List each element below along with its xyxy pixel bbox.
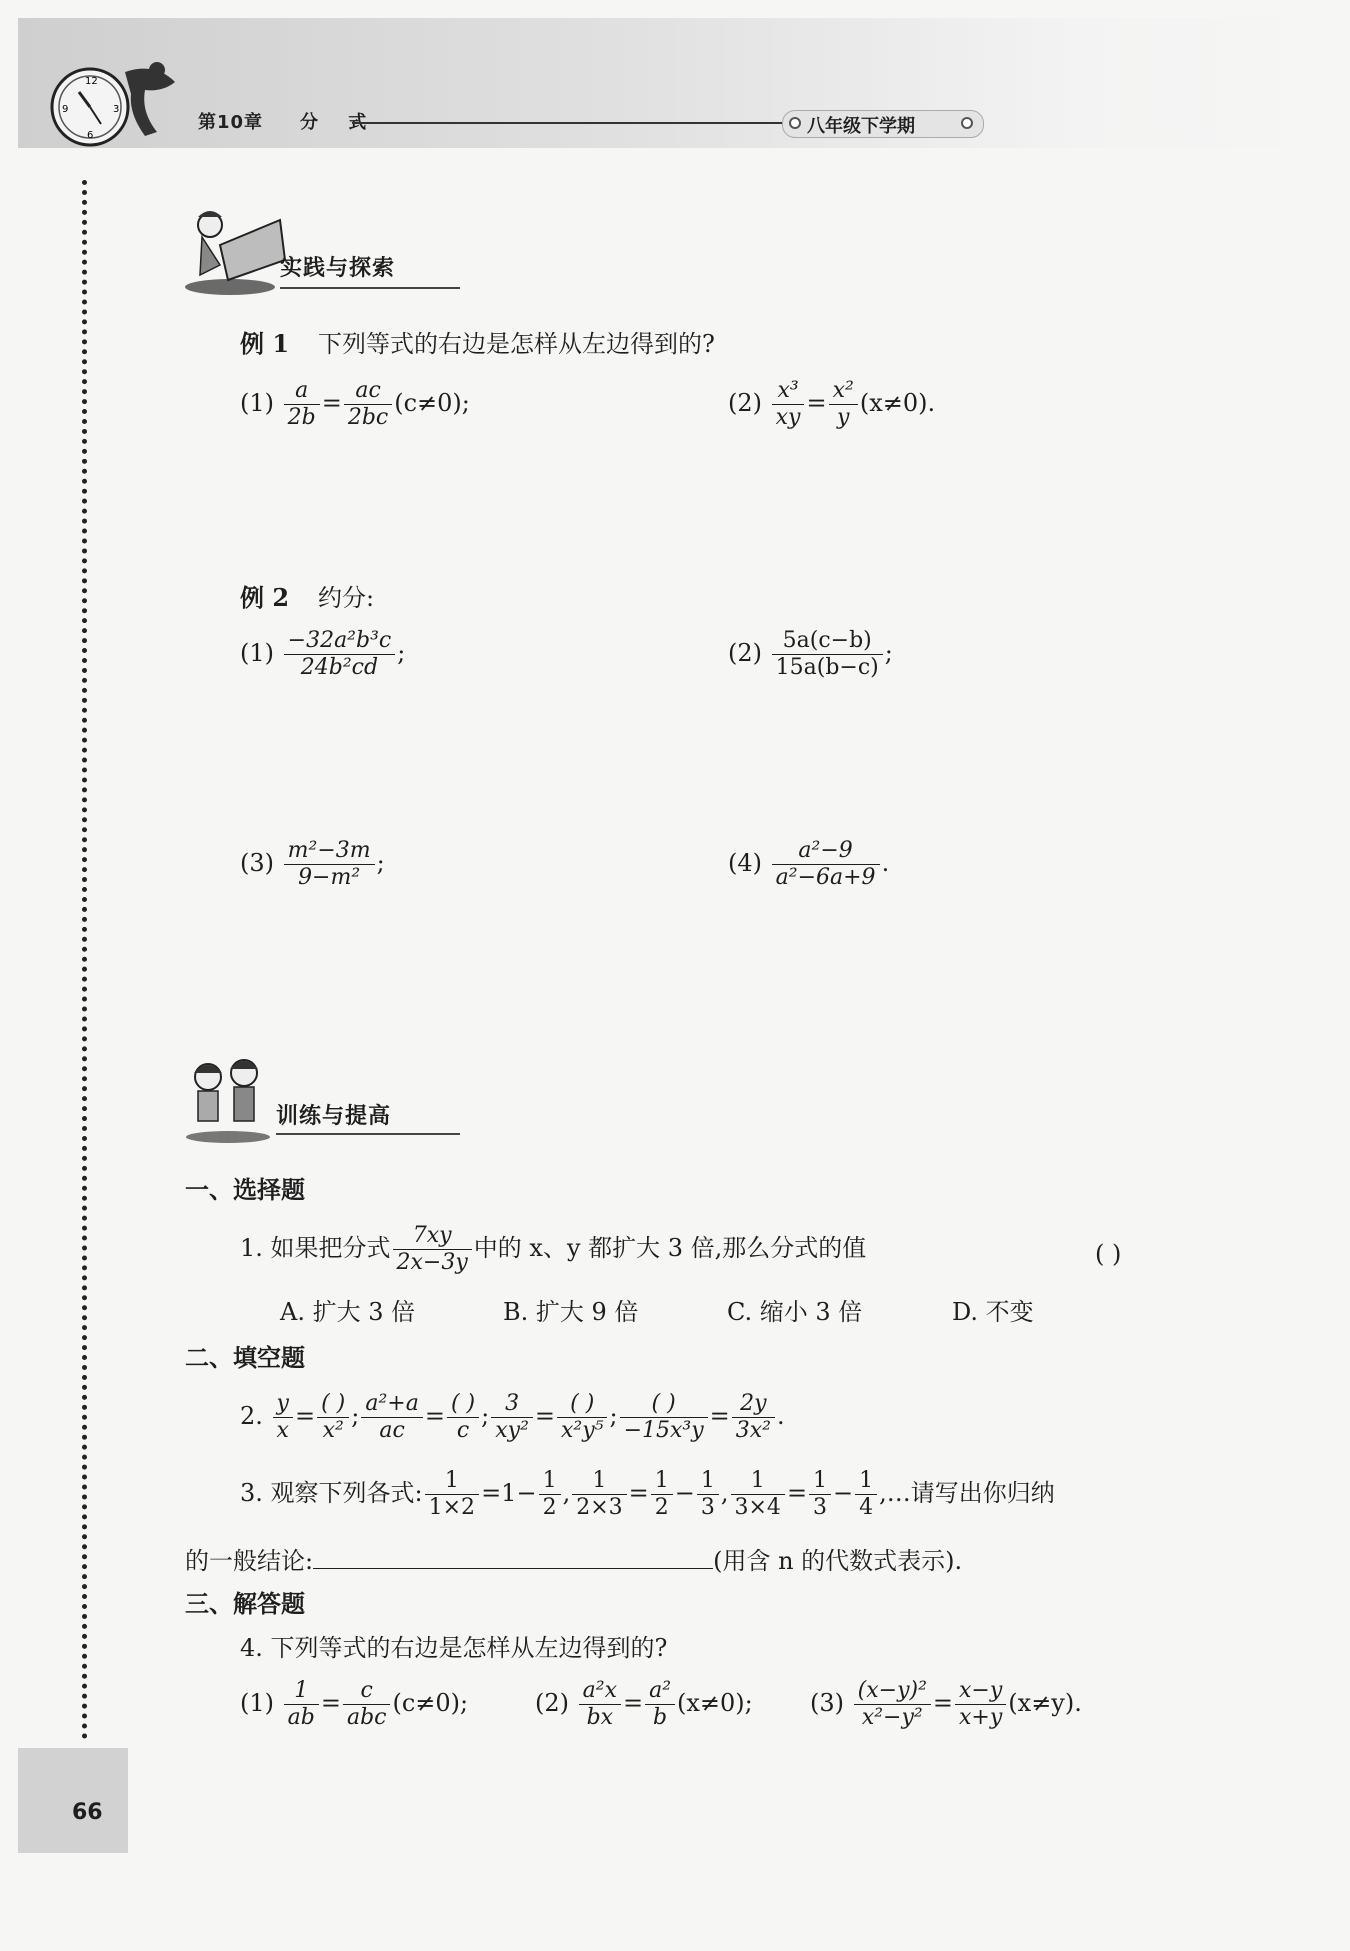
section-title-training: 训练与提高 bbox=[276, 1104, 392, 1129]
part-index: (1) bbox=[240, 389, 274, 417]
punctuation: ; bbox=[884, 639, 893, 667]
numerator: a²x bbox=[579, 1680, 621, 1705]
q1-prefix: 1. 如果把分式 bbox=[240, 1234, 391, 1262]
q1-stem bbox=[240, 1225, 866, 1274]
part-index: (2) bbox=[728, 389, 762, 417]
section-banner-training bbox=[180, 1055, 460, 1145]
q1-option-a: A. 扩大 3 倍 bbox=[280, 1298, 416, 1326]
fraction bbox=[572, 1470, 626, 1519]
page-number: 66 bbox=[72, 1800, 103, 1825]
fraction bbox=[651, 1470, 673, 1519]
q1-suffix: 中的 x、y 都扩大 3 倍,那么分式的值 bbox=[473, 1234, 867, 1262]
fraction bbox=[620, 1393, 708, 1442]
q4-part1: (1) $\frac{1}{ab}$ = $\frac{c}{\text{abc}}$ (c≠0); bbox=[240, 1678, 469, 1730]
part1-heading: 一、选择题 bbox=[185, 1175, 305, 1204]
numerator: c bbox=[343, 1680, 391, 1705]
fraction bbox=[809, 1470, 831, 1519]
fraction bbox=[731, 1470, 785, 1519]
q3-prefix: 3. 观察下列各式: bbox=[240, 1479, 423, 1507]
numerator: 1 bbox=[697, 1470, 719, 1495]
q3-line2 bbox=[185, 1548, 962, 1573]
part-index: (1) bbox=[240, 1689, 274, 1717]
numerator: a²+a bbox=[361, 1393, 423, 1418]
fraction bbox=[284, 630, 396, 679]
condition: (c≠0); bbox=[392, 1689, 469, 1717]
fraction bbox=[284, 380, 320, 429]
blank-numerator[interactable]: ( ) bbox=[447, 1393, 479, 1418]
numerator: a bbox=[284, 380, 320, 405]
fraction bbox=[343, 1680, 391, 1729]
numerator: −32a²b³c bbox=[284, 630, 396, 655]
svg-text:12: 12 bbox=[85, 76, 98, 87]
denominator: 9−m² bbox=[298, 865, 361, 890]
part2-heading: 二、填空题 bbox=[185, 1343, 305, 1372]
denominator: 15a(b−c) bbox=[775, 655, 879, 680]
banner-underline bbox=[276, 1133, 460, 1135]
numerator: 1 bbox=[731, 1470, 785, 1495]
denominator: x²y⁵ bbox=[561, 1418, 604, 1443]
example2-part2 bbox=[728, 630, 893, 679]
denominator: x²−y² bbox=[861, 1705, 923, 1730]
numerator: a²−9 bbox=[772, 840, 880, 865]
student-reading-icon bbox=[180, 205, 290, 300]
q1-answer-bracket: ( ) bbox=[1095, 1240, 1122, 1268]
numerator: a² bbox=[645, 1680, 675, 1705]
part-index: (2) bbox=[728, 639, 762, 667]
numerator: x−y bbox=[955, 1680, 1006, 1705]
fraction bbox=[772, 840, 880, 889]
blank-numerator[interactable]: ( ) bbox=[620, 1393, 708, 1418]
fraction bbox=[557, 1393, 607, 1442]
part-index: (3) bbox=[810, 1689, 844, 1717]
denominator: 3 bbox=[813, 1495, 828, 1520]
denominator: ab bbox=[287, 1705, 315, 1730]
punctuation: . bbox=[881, 849, 890, 877]
fraction bbox=[854, 1680, 931, 1729]
condition: (c≠0); bbox=[394, 389, 470, 417]
fraction bbox=[855, 1470, 877, 1519]
fraction bbox=[697, 1470, 719, 1519]
blank-numerator[interactable]: ( ) bbox=[317, 1393, 349, 1418]
chapter-title: 分 式 bbox=[300, 112, 379, 133]
denominator: −15x³y bbox=[623, 1418, 704, 1443]
numerator: x² bbox=[829, 380, 858, 405]
part-index: (3) bbox=[240, 849, 274, 877]
header-rule bbox=[352, 122, 782, 124]
denominator: abc bbox=[346, 1705, 387, 1730]
denominator: 2×3 bbox=[576, 1495, 623, 1520]
denominator: bx bbox=[586, 1705, 614, 1730]
numerator: 1 bbox=[284, 1680, 319, 1705]
fraction bbox=[344, 380, 392, 429]
numerator: 3 bbox=[491, 1393, 533, 1418]
fraction bbox=[772, 630, 883, 679]
section-title-practice: 实践与探索 bbox=[280, 256, 396, 281]
fraction bbox=[955, 1680, 1006, 1729]
fraction bbox=[645, 1680, 675, 1729]
denominator: xy bbox=[775, 405, 801, 430]
denominator: x+y bbox=[959, 1705, 1003, 1730]
condition: (x≠0). bbox=[859, 389, 936, 417]
example2-part1 bbox=[240, 630, 405, 679]
numerator: m²−3m bbox=[284, 840, 375, 865]
q2-index: 2. bbox=[240, 1402, 263, 1430]
q4-question: 4. 下列等式的右边是怎样从左边得到的? bbox=[240, 1634, 668, 1662]
fraction bbox=[772, 380, 805, 429]
numerator: 1 bbox=[651, 1470, 673, 1495]
denominator: ac bbox=[379, 1418, 405, 1443]
svg-text:3: 3 bbox=[113, 104, 120, 115]
denominator: 2x−3y bbox=[396, 1250, 468, 1275]
example1-question: 下列等式的右边是怎样从左边得到的? bbox=[318, 330, 715, 358]
q3-tail: ,…请写出你归纳 bbox=[879, 1479, 1055, 1507]
numerator: 1 bbox=[425, 1470, 479, 1495]
numerator: 2y bbox=[732, 1393, 775, 1418]
example1-part1: (1) $\frac{a}{2b}$ = $\frac{ac}{2bc}$ (c≠0); bbox=[240, 378, 470, 430]
pill-dot-left-icon bbox=[789, 117, 801, 129]
denominator: x bbox=[276, 1418, 289, 1443]
condition: (x≠y). bbox=[1008, 1689, 1082, 1717]
fraction bbox=[284, 840, 375, 889]
grade-badge bbox=[782, 110, 984, 138]
denominator: y bbox=[836, 405, 850, 430]
margin-dotted-line bbox=[82, 180, 87, 1740]
numerator: ac bbox=[344, 380, 392, 405]
numerator: 1 bbox=[539, 1470, 561, 1495]
numerator: 1 bbox=[572, 1470, 626, 1495]
section-banner-practice bbox=[180, 205, 460, 300]
numerator: x³ bbox=[772, 380, 805, 405]
q1-option-b: B. 扩大 9 倍 bbox=[503, 1298, 639, 1326]
fraction bbox=[447, 1393, 479, 1442]
denominator: 2b bbox=[287, 405, 316, 430]
denominator: 3 bbox=[700, 1495, 715, 1520]
fraction bbox=[361, 1393, 423, 1442]
fraction bbox=[425, 1470, 479, 1519]
separator: ; bbox=[609, 1402, 618, 1430]
denominator: 3x² bbox=[735, 1418, 772, 1443]
denominator: 2 bbox=[542, 1495, 557, 1520]
numerator: 1 bbox=[809, 1470, 831, 1495]
part3-heading: 三、解答题 bbox=[185, 1589, 305, 1618]
example2-label: 例 2 bbox=[240, 583, 290, 612]
q3-conclusion-label: 的一般结论: bbox=[185, 1547, 314, 1575]
denominator: a²−6a+9 bbox=[775, 865, 876, 890]
fraction bbox=[317, 1393, 349, 1442]
punctuation: ; bbox=[397, 639, 406, 667]
svg-text:9: 9 bbox=[62, 104, 69, 115]
q4-part3: (3) $\frac{\text{(x−y)²}}{\text{x²−y²}}$ = $\frac{x-y}{x+y}$ (x≠y). bbox=[810, 1678, 1082, 1730]
denominator: xy² bbox=[495, 1418, 529, 1443]
punctuation: . bbox=[777, 1402, 785, 1430]
fraction bbox=[393, 1225, 472, 1274]
denominator: c bbox=[456, 1418, 470, 1443]
pill-dot-right-icon bbox=[961, 117, 973, 129]
fraction bbox=[491, 1393, 533, 1442]
fraction bbox=[539, 1470, 561, 1519]
part-index: (1) bbox=[240, 639, 274, 667]
denominator: 2 bbox=[654, 1495, 669, 1520]
denominator: 2bc bbox=[347, 405, 389, 430]
denominator: b bbox=[653, 1705, 668, 1730]
part-index: (4) bbox=[728, 849, 762, 877]
fraction bbox=[579, 1680, 621, 1729]
chapter-label: 第10章 bbox=[198, 112, 264, 133]
numerator: y bbox=[273, 1393, 293, 1418]
punctuation: ; bbox=[376, 849, 385, 877]
numerator: 1 bbox=[855, 1470, 877, 1495]
q2-line: 2. $\frac{y}{x}$ = $\frac{( )}{\text{x²}}$ ; $\frac{\text{a²+a}}{ac}$ = $\frac{( )}{c}$ ; $\frac{3}{\text{xy²}}$ = $\frac{( )}{\text{x²y⁵}}$ ; $\frac{( )}{\text{−15x³y}}$ = $\frac{2y}{\text{3x²}}$ . bbox=[240, 1391, 785, 1443]
fraction bbox=[829, 380, 858, 429]
grade-text: 八年级下学期 bbox=[807, 116, 915, 137]
example2-part4 bbox=[728, 840, 889, 889]
equals-one-minus: =1− bbox=[481, 1479, 537, 1507]
two-kids-icon bbox=[180, 1055, 280, 1145]
svg-text:6: 6 bbox=[87, 130, 94, 141]
fraction bbox=[284, 1680, 319, 1729]
q3-answer-blank[interactable] bbox=[313, 1548, 713, 1569]
denominator: 24b²cd bbox=[300, 655, 379, 680]
q3-conclusion-hint: (用含 n 的代数式表示). bbox=[713, 1547, 963, 1575]
example2-part3 bbox=[240, 840, 385, 889]
condition: (x≠0); bbox=[677, 1689, 753, 1717]
denominator: 4 bbox=[859, 1495, 874, 1520]
denominator: 1×2 bbox=[428, 1495, 476, 1520]
q1-option-c: C. 缩小 3 倍 bbox=[727, 1298, 863, 1326]
separator: ; bbox=[481, 1402, 490, 1430]
part-index: (2) bbox=[535, 1689, 569, 1717]
example2-question: 约分: bbox=[318, 584, 375, 612]
fraction bbox=[273, 1393, 293, 1442]
example1-part2: (2) $\frac{\text{x³}}{xy}$ = $\frac{\text{x²}}{y}$ (x≠0). bbox=[728, 378, 936, 430]
blank-numerator[interactable]: ( ) bbox=[557, 1393, 607, 1418]
example1-label: 例 1 bbox=[240, 329, 290, 358]
q4-part2: (2) $\frac{\text{a²x}}{bx}$ = $\frac{\text{a²}}{b}$ (x≠0); bbox=[535, 1678, 753, 1730]
q1-option-d: D. 不变 bbox=[952, 1298, 1034, 1326]
numerator: 5a(c−b) bbox=[772, 630, 883, 655]
separator: ; bbox=[351, 1402, 360, 1430]
denominator: 3×4 bbox=[734, 1495, 781, 1520]
clock-runner-icon bbox=[45, 52, 185, 152]
fraction bbox=[732, 1393, 775, 1442]
numerator: (x−y)² bbox=[854, 1680, 931, 1705]
banner-underline bbox=[280, 287, 460, 289]
denominator: x² bbox=[322, 1418, 344, 1443]
numerator: 7xy bbox=[393, 1225, 472, 1250]
q3-line1: 3. 观察下列各式: $\frac{1}{1\times 2}$ =1− $\frac{1}{2}$ , $\frac{1}{2\times 3}$ = $\frac{1}{2}$ − $\frac{1}{3}$ , $\frac{1}{3\times 4}$ = $\frac{1}{3}$ − $\frac{1}{4}$ ,…请写出你归纳 bbox=[240, 1468, 1055, 1520]
